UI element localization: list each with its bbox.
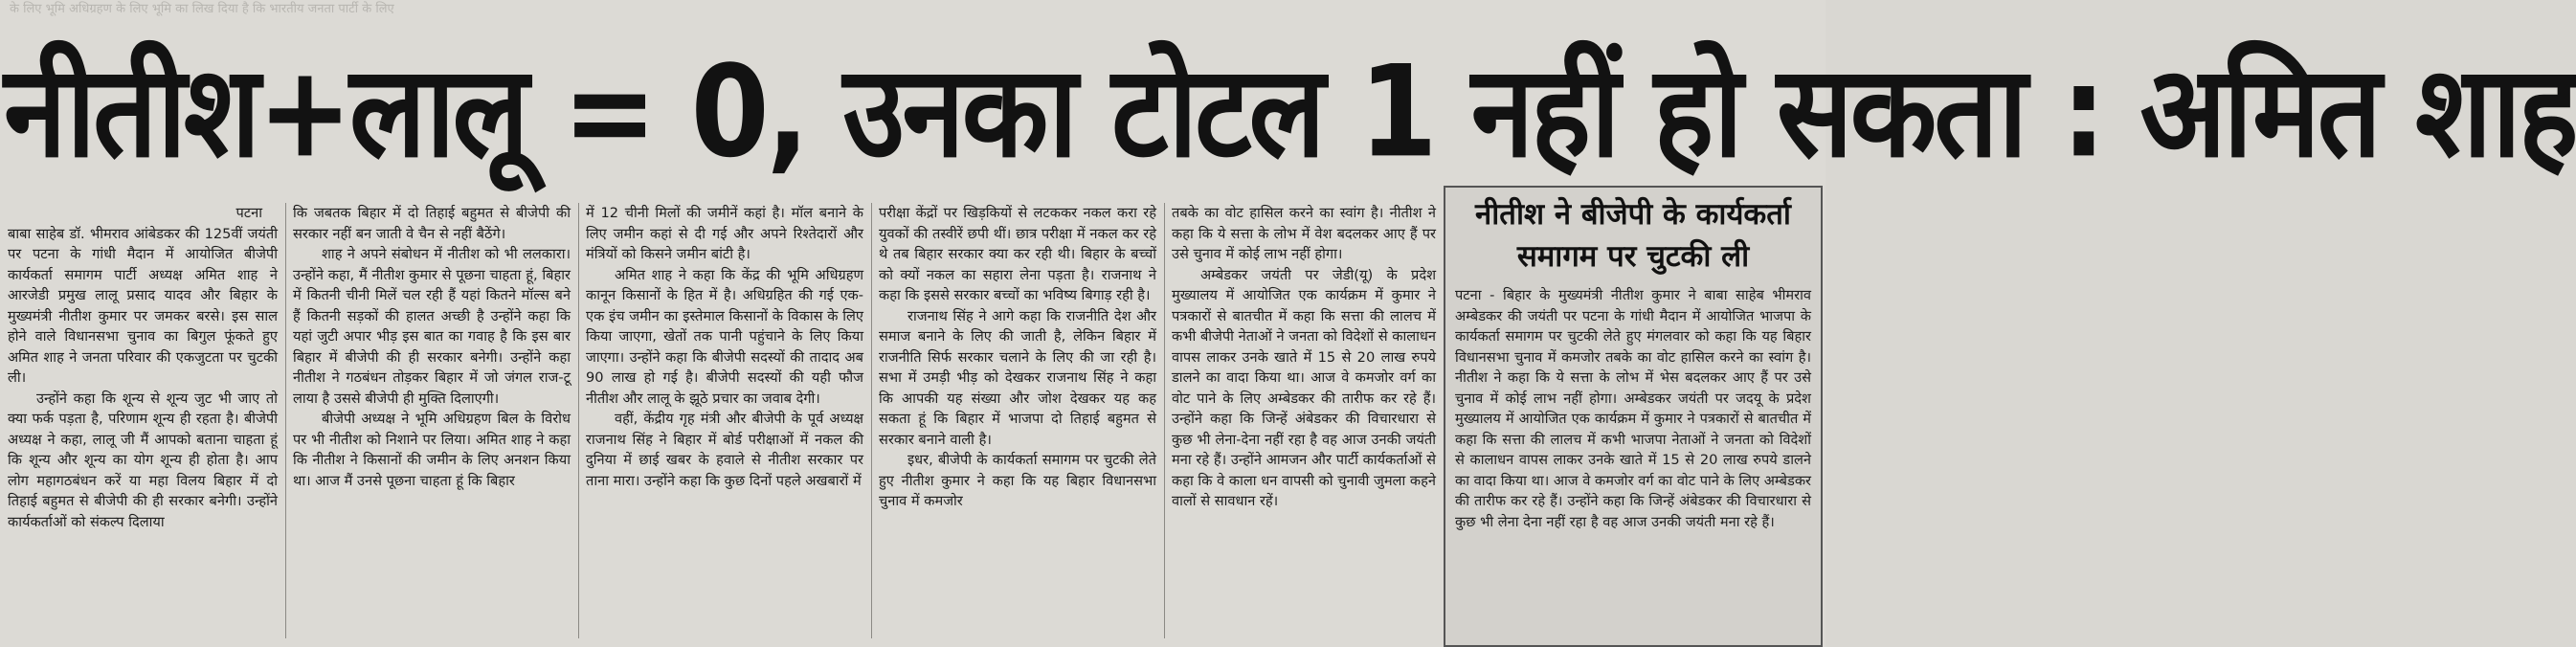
paragraph: उन्होंने कहा कि शून्य से शून्य जुट भी जाए तो क्या फर्क पड़ता है, परिणाम शून्य ही रहता है। बीजेपी अध्यक्ष ने कहा, लालू जी मैं आपको बताना चाहता हूं कि शून्य और शून्य का योग शून्य ही होता है। आप लोग महागठबंधन करें या महा विलय बिहार में दो तिहाई बहुमत से बीजेपी की ही सरकार बनेगी। उन्होंने कार्यकर्ताओं को संकल्प दिलाया: [8, 390, 278, 530]
paragraph: राजनाथ सिंह ने आगे कहा कि राजनीति देश और समाज बनाने के लिए की जाती है, लेकिन बिहार में राजनीति सिर्फ सरकार चलाने के लिए की जा रही है। सभा में उमड़ी भीड़ को देखकर राजनाथ सिंह ने कहा कि आपकी यह संख्या और जोश देखकर यह कह सकता हूं कि बिहार में भाजपा दो तिहाई बहुमत से सरकार बनाने वाली है।: [879, 307, 1156, 448]
column-divider: [578, 203, 579, 638]
paragraph: में 12 चीनी मिलों की जमीनें कहां है। मॉल बनाने के लिए जमीन कहां से दी गई और अपने रिश्तेदारों और मंत्रियों को किसने जमीन बांटी है।: [586, 205, 863, 262]
article-column-1: [8, 203, 278, 638]
article-column-4: [879, 203, 1156, 638]
article-column-5: [1172, 203, 1436, 638]
sidebar-story-box: [1444, 186, 1823, 647]
paragraph: परीक्षा केंद्रों पर खिड़कियों से लटककर नकल करा रहे युवकों की तस्वीरें छपी थीं। छात्र परीक्षा में नकल कर रहे थे तब बिहार सरकार क्या कर रही थी। बिहार के बच्चों को क्यों नकल का सहारा लेना पड़ता है। राजनाथ ने कहा कि इससे सरकार बच्चों का भविष्य बिगाड़ रही है।: [879, 205, 1156, 303]
sidebar-body: पटना - बिहार के मुख्यमंत्री नीतीश कुमार ने बाबा साहेब भीमराव अम्बेडकर की जयंती पर पटना के गांधी मैदान में आयोजित भाजपा के कार्यकर्ता समागम पर चुटकी लेते हुए मंगलवार को कहा कि यह बिहार विधानसभा चुनाव में कमजोर तबके का वोट हासिल करने का स्वांग है। नीतीश ने कहा कि ये सत्ता के लोभ में भेस बदलकर आए हैं पर उसे चुनाव में कोई लाभ नहीं होगा। अम्बेडकर जयंती पर जदयू के प्रदेश मुख्यालय में आयोजित एक कार्यक्रम में कुमार ने पत्रकारों से बातचीत में कहा कि सत्ता की लालच में कभी भाजपा नेताओं ने जनता को विदेशों से कालाधन वापस लाकर उनके खाते में 15 से 20 लाख रुपये डालने का वादा किया था। आज वे कमजोर वर्ग का वोट पाने के लिए अम्बेडकर की तारीफ कर रहे हैं। उन्होंने कहा कि जिन्हें अंबेडकर की विचारधारा से कुछ भी लेना देना नहीं रहा है वह आज उनकी जयंती मना रहे हैं।: [1455, 287, 1811, 530]
paragraph: बीजेपी अध्यक्ष ने भूमि अधिग्रहण बिल के विरोध पर भी नीतीश को निशाने पर लिया। अमित शाह ने कहा कि नीतीश ने किसानों की जमीन के लिए अनशन किया था। आज मैं उनसे पूछना चाहता हूं कि बिहार: [293, 411, 571, 489]
article-column-3: [586, 203, 863, 638]
article-column-2: [293, 203, 571, 638]
paragraph: तबके का वोट हासिल करने का स्वांग है। नीतीश ने कहा कि ये सत्ता के लोभ में वेश बदलकर आए हैं पर उसे चुनाव में कोई लाभ नहीं होगा।: [1172, 205, 1436, 262]
dateline: पटना: [235, 205, 262, 221]
paragraph: इधर, बीजेपी के कार्यकर्ता समागम पर चुटकी लेते हुए नीतीश कुमार ने कहा कि यह बिहार विधानसभा चुनाव में कमजोर: [879, 452, 1156, 509]
faded-previous-text: के लिए भूमि अधिग्रहण के लिए भूमि का लिख दिया है कि भारतीय जनता पार्टी के लिए: [10, 2, 394, 16]
paragraph: अमित शाह ने कहा कि केंद्र की भूमि अधिग्रहण कानून किसानों के हित में है। अधिग्रहित की गई एक-एक इंच जमीन का इस्तेमाल किसानों के विकास के लिए किया जाएगा, खेतों तक पानी पहुंचाने के लिए किया जाएगा। उन्होंने कहा कि बीजेपी सदस्यों की तादाद अब 90 लाख हो गई है। बीजेपी सदस्यों की यही फौज नीतीश और लालू के झूठे प्रचार का जवाब देगी।: [586, 266, 863, 407]
paragraph: कि जबतक बिहार में दो तिहाई बहुमत से बीजेपी की सरकार नहीं बन जाती वे चैन से नहीं बैठेंगे।: [293, 205, 571, 242]
paragraph: अम्बेडकर जयंती पर जेडी(यू) के प्रदेश मुख्यालय में आयोजित एक कार्यक्रम में कुमार ने पत्रकारों से बातचीत में कहा कि सत्ता की लालच में कभी बीजेपी नेताओं ने जनता को विदेशों से कालाधन वापस लाकर उनके खाते में 15 से 20 लाख रुपये डालने का वादा किया था। आज वे कमजोर वर्ग का वोट पाने के लिए अम्बेडकर की तारीफ कर रहे हैं। उन्होंने कहा कि जिन्हें अंबेडकर की विचारधारा से कुछ भी लेना-देना नहीं रहा है वह आज उनकी जयंती मना रहे हैं। उन्होंने आमजन और पार्टी कार्यकर्ताओं से कहा कि वे काला धन वापसी को चुनावी जुमला कहने वालों से सावधान रहें।: [1172, 266, 1436, 509]
paragraph: वहीं, केंद्रीय गृह मंत्री और बीजेपी के पूर्व अध्यक्ष राजनाथ सिंह ने बिहार में बोर्ड परीक्षाओं में नकल की दुनिया में छाई खबर के हवाले से नीतीश सरकार पर ताना मारा। उन्होंने कहा कि कुछ दिनों पहले अखबारों में: [586, 411, 863, 489]
column-divider: [1164, 203, 1165, 638]
headline: नीतीश+लालू = 0, उनका टोटल 1 नहीं हो सकता : अमित शाह: [4, 37, 2576, 186]
column-divider: [285, 203, 286, 638]
sidebar-title: नीतीश ने बीजेपी के कार्यकर्ता समागम पर चुटकी ली: [1475, 197, 1791, 274]
column-divider: [871, 203, 872, 638]
paragraph: बाबा साहेब डॉ. भीमराव आंबेडकर की 125वीं जयंती पर पटना के गांधी मैदान में आयोजित बीजेपी कार्यकर्ता समागम पार्टी अध्यक्ष अमित शाह ने आरजेडी प्रमुख लालू प्रसाद यादव और बिहार के मुख्यमंत्री नीतीश कुमार पर जमकर बरसे। इस साल होने वाले विधानसभा चुनाव का बिगुल फूंकते हुए अमित शाह ने जनता परिवार की एकजुटता पर चुटकी ली।: [8, 225, 278, 386]
paragraph: शाह ने अपने संबोधन में नीतीश को भी ललकारा। उन्होंने कहा, मैं नीतीश कुमार से पूछना चाहता हूं, बिहार में कितनी चीनी मिलें चल रही हैं यहां कितने मॉल्स बने हैं कितनी सड़कों की हालत अच्छी है उन्होंने कहा कि यहां जुटी अपार भीड़ इस बात का गवाह है कि इस बार बिहार में बीजेपी की ही सरकार बनेगी। उन्होंने कहा नीतीश ने गठबंधन तोड़कर बिहार में जो जंगल राज-टू लाया है उससे बीजेपी ही मुक्ति दिलाएगी।: [293, 246, 571, 407]
